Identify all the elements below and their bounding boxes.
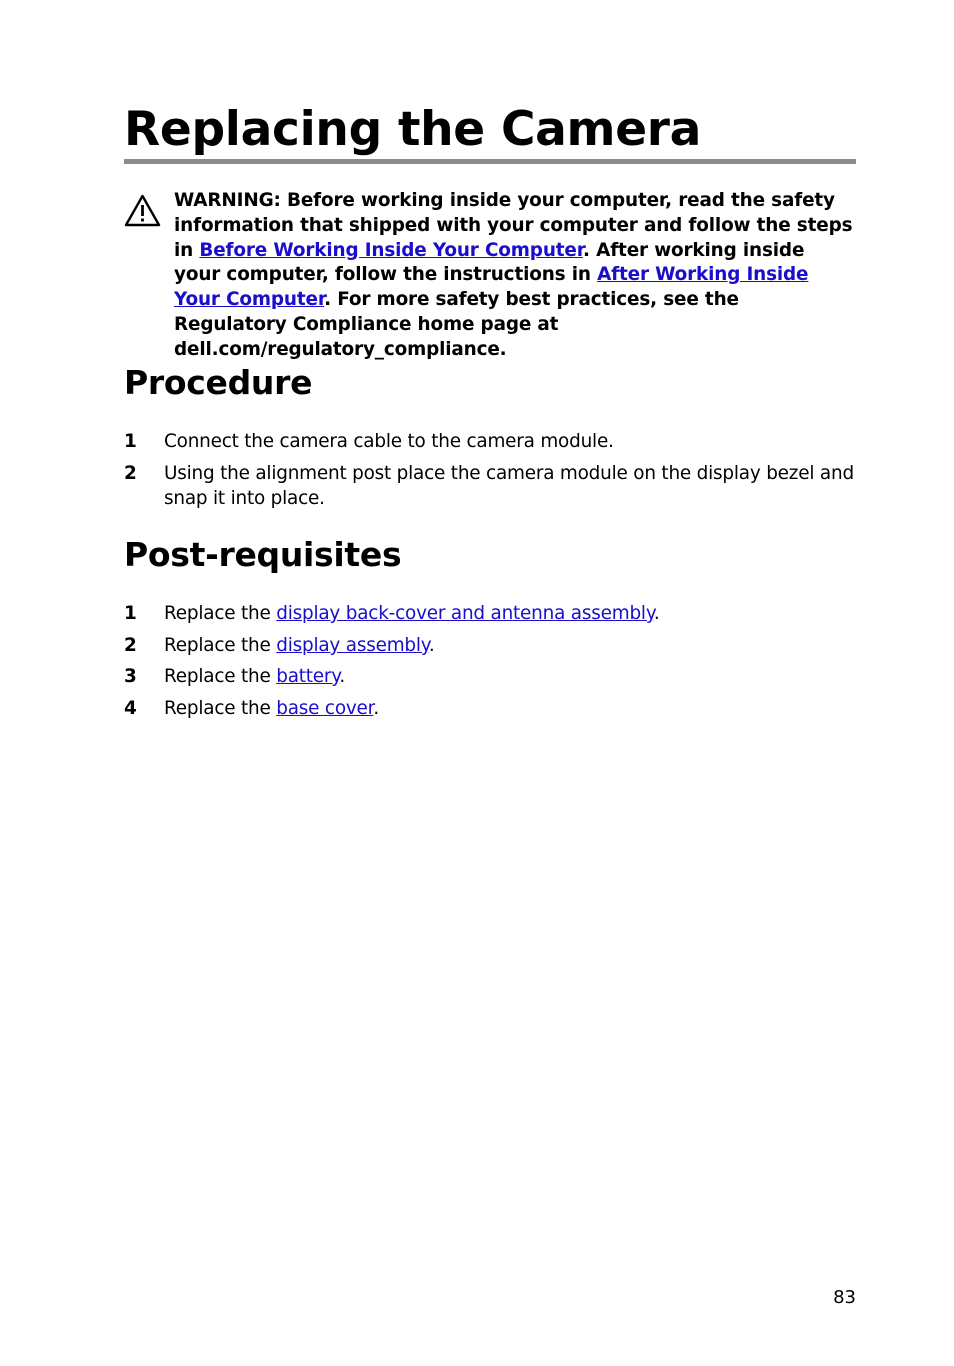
battery-link[interactable]: battery — [276, 666, 340, 687]
before-working-inside-link[interactable]: Before Working Inside Your Computer — [199, 239, 584, 261]
base-cover-link[interactable]: base cover — [276, 698, 374, 719]
warning-text-suffix: . For more safety best practices, see the Regulatory Compliance home page at dell.com/regulatory_compliance. — [174, 289, 739, 360]
page-title: Replacing the Camera — [124, 102, 702, 157]
step-suffix: . — [373, 698, 379, 719]
step-number: 4 — [124, 698, 137, 719]
display-back-cover-link[interactable]: display back-cover and antenna assembly — [276, 603, 654, 624]
post-requisites-heading: Post-requisites — [124, 535, 402, 574]
step-prefix: Replace the — [164, 635, 277, 656]
warning-text-middle: . After working inside your computer, follow the instructions in — [174, 239, 805, 286]
manual-page — [124, 0, 856, 1366]
title-divider — [124, 159, 856, 164]
warning-triangle-icon — [124, 194, 161, 227]
page-number: 83 — [833, 1287, 856, 1308]
step-prefix: Replace the — [164, 666, 277, 687]
step-number: 3 — [124, 666, 137, 687]
after-working-inside-link[interactable]: After Working Inside Your Computer — [174, 264, 809, 311]
step-text: Connect the camera cable to the camera module. — [164, 431, 614, 452]
step-text — [164, 633, 856, 658]
warning-text-prefix: WARNING: Before working inside your computer, read the safety information that shipped with your computer and follow the steps in — [174, 190, 853, 261]
step-text — [164, 696, 856, 721]
step-text — [164, 664, 856, 689]
step-suffix: . — [653, 603, 660, 624]
step-prefix: Replace the — [164, 698, 277, 719]
procedure-heading: Procedure — [124, 363, 313, 402]
step-text — [164, 601, 856, 626]
step-suffix: . — [339, 666, 345, 687]
step-number: 2 — [124, 635, 137, 656]
step-number: 1 — [124, 431, 137, 452]
step-number: 1 — [124, 603, 137, 624]
display-assembly-link[interactable]: display assembly — [276, 635, 429, 656]
step-suffix: . — [428, 635, 435, 656]
step-prefix: Replace the — [164, 603, 277, 624]
step-text: Using the alignment post place the camera module on the display bezel and snap it into place. — [164, 463, 854, 509]
warning-text — [174, 189, 856, 363]
step-number: 2 — [124, 463, 137, 484]
